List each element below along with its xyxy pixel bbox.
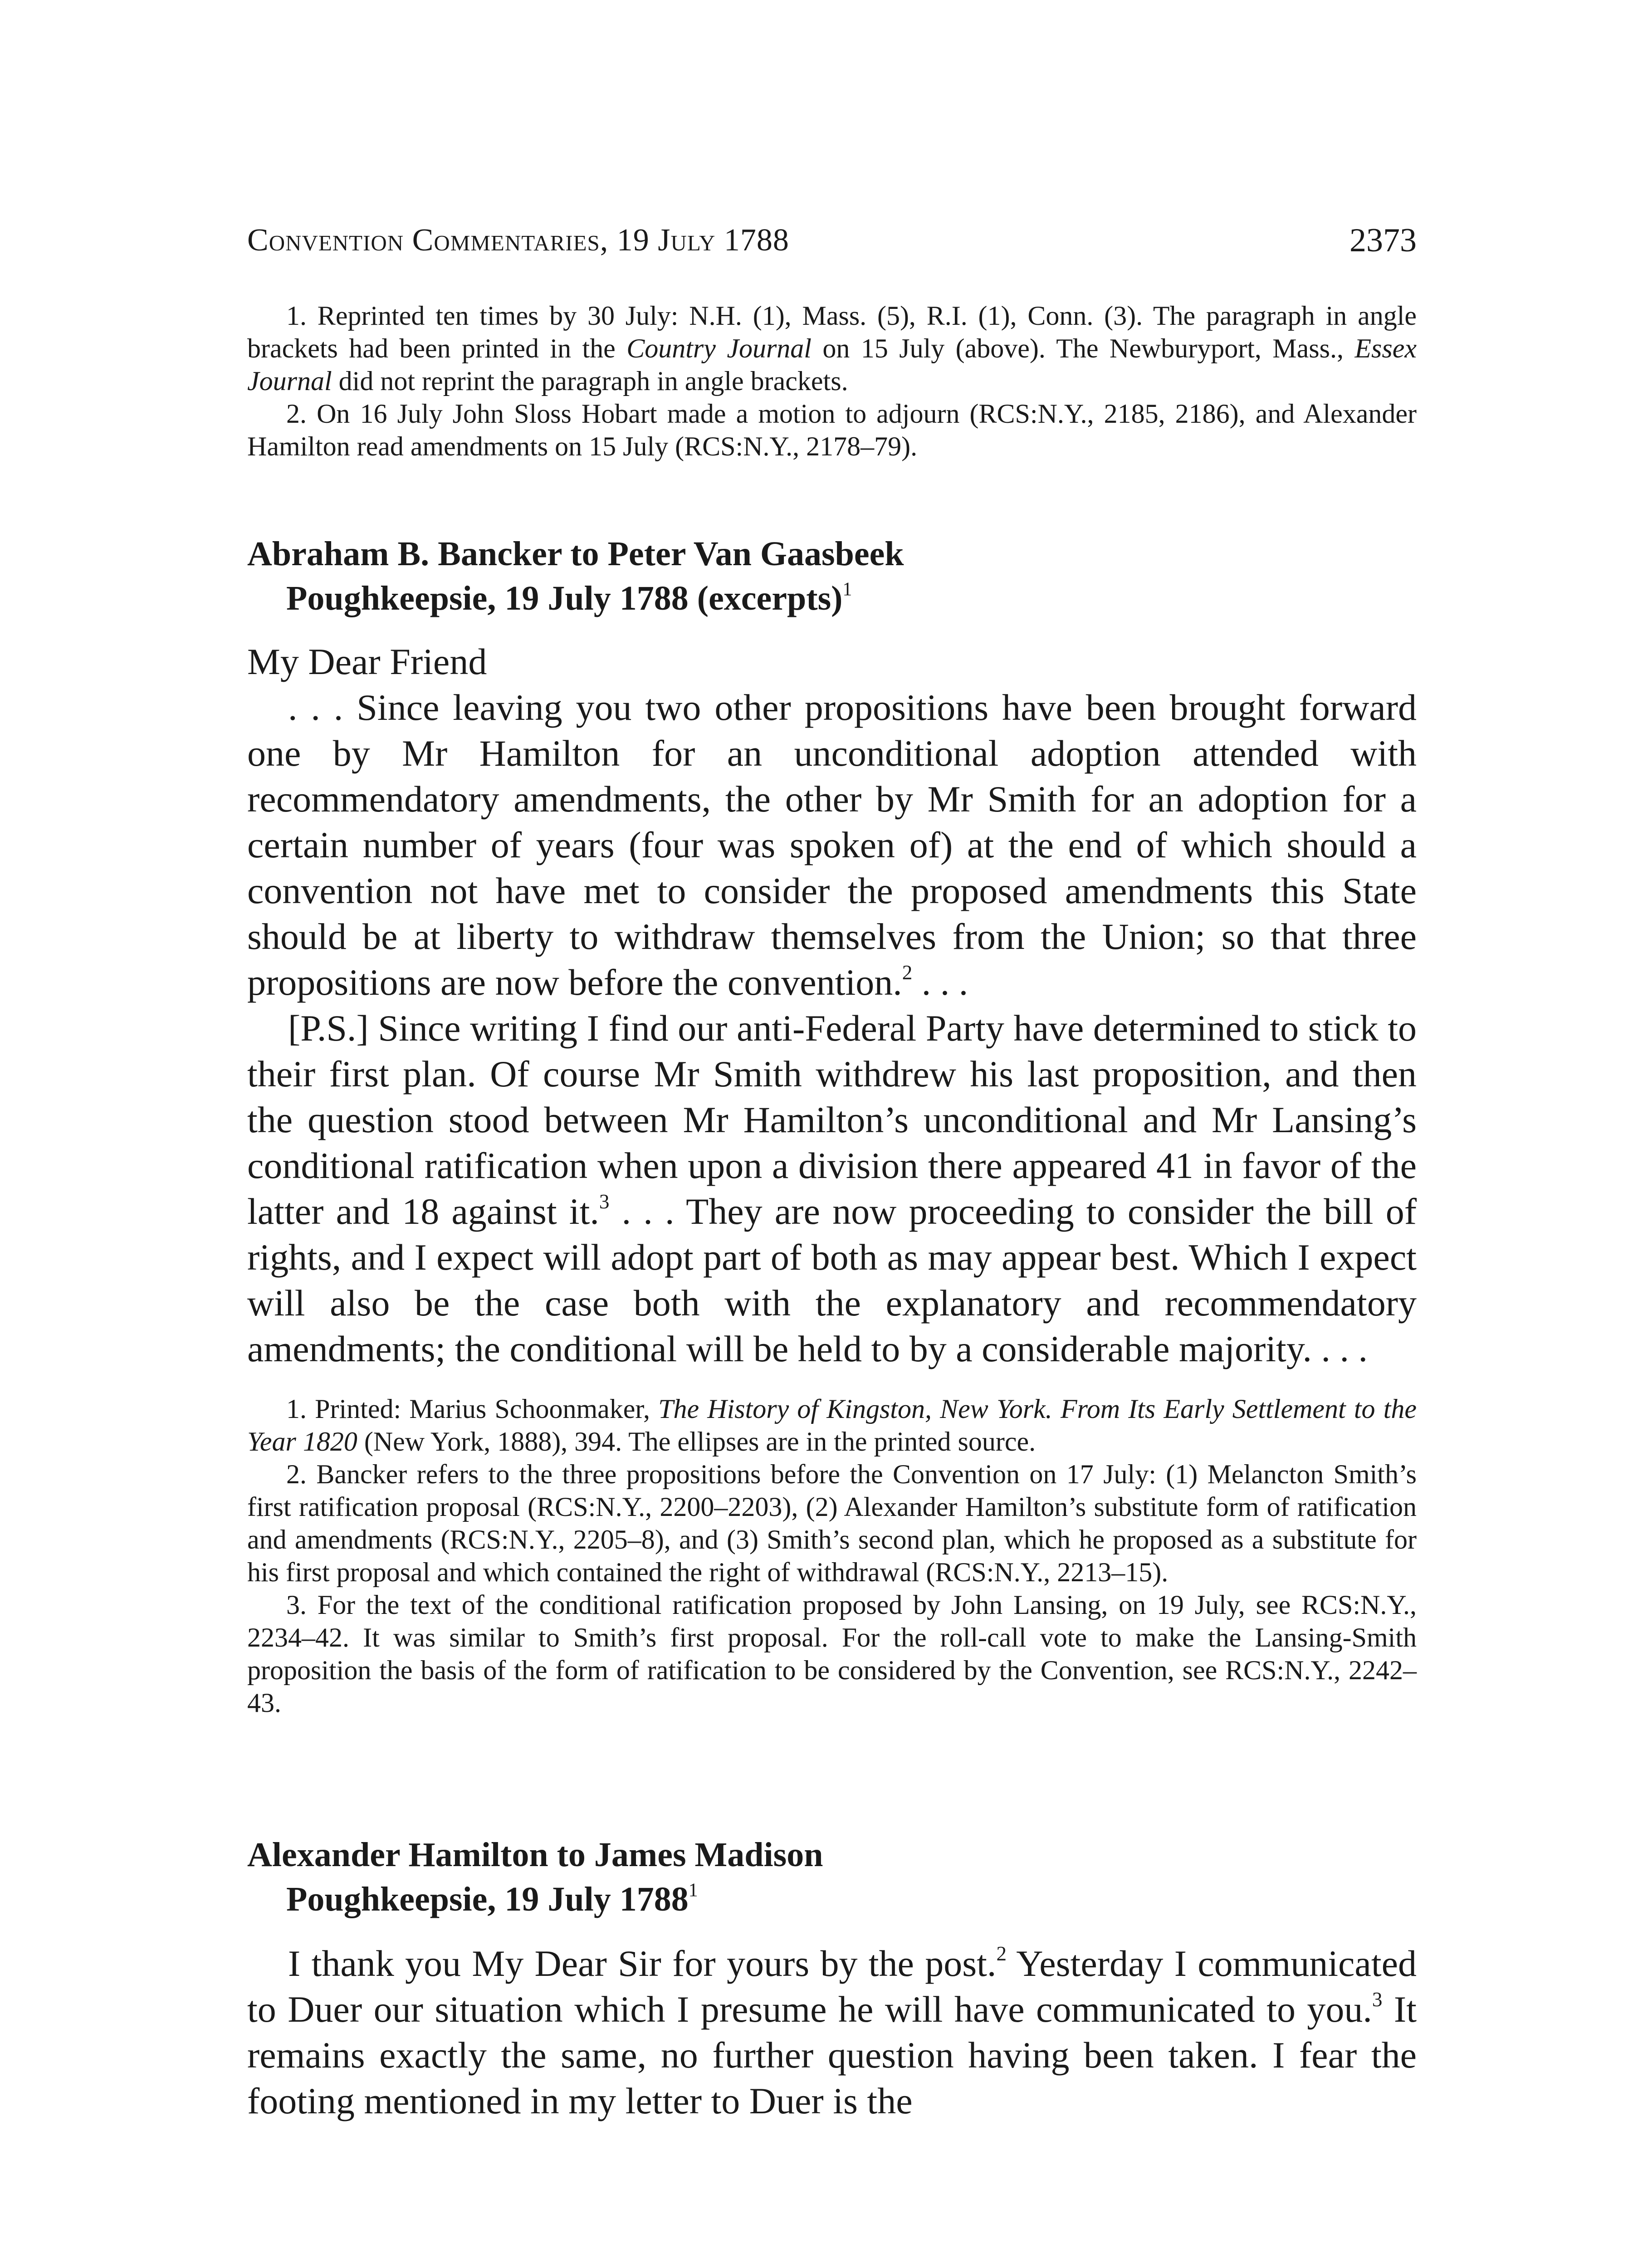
- letter2-heading-line1: Alexander Hamilton to James Madison: [247, 1836, 823, 1874]
- footnote-text: (New York, 1888), 394. The ellipses are in the printed source.: [357, 1427, 1036, 1457]
- footnote-number: 1.: [286, 1394, 307, 1424]
- footnote-text: did not reprint the paragraph in angle brackets.: [332, 366, 848, 396]
- footnote-italic: Essex Journal: [247, 333, 1417, 396]
- footnote-2: [247, 397, 1417, 463]
- footnote-text: Reprinted ten times by 30 July: N.H. (1), Mass. (5), R.I. (1), Conn. (3). The paragraph in angle brackets had been printed in the: [247, 301, 1417, 363]
- paragraph-text: It remains exactly the same, no further question having been taken. I fear the footing mentioned in my letter to Duer is the: [247, 1989, 1417, 2121]
- letter2-heading-line2-wrap: [247, 1877, 1417, 1921]
- letter1-heading-line1: Abraham B. Bancker to Peter Van Gaasbeek: [247, 535, 904, 573]
- letter2-heading: [247, 1833, 1417, 1921]
- note-ref: 2: [996, 1942, 1007, 1965]
- footnote-text: Bancker refers to the three propositions before the Convention on 17 July: (1) Melancton Smith’s first ratification proposal (RCS:N.Y., 2200–2203), (2) Alexander Hamilton’s substitute form of ratification and amendments (RCS:N.Y., 2205–8), and (3) Smith’s second plan, which he proposed as a substitute for his first proposal and which contained the right of withdrawal (RCS:N.Y., 2213–15).: [247, 1459, 1417, 1587]
- footnote-text: On 16 July John Sloss Hobart made a motion to adjourn (RCS:N.Y., 2185, 2186), and Alexander Hamilton read amendments on 15 July (RCS:N.Y., 2178–79).: [247, 399, 1417, 461]
- letter1-heading: [247, 532, 1417, 621]
- paragraph-text: [P.S.] Since writing I find our anti-Federal Party have determined to stick to their first plan. Of course Mr Smith withdrew his last proposition, and then the question stood between Mr Hamilton’s unconditional and Mr Lansing’s conditional ratification when upon a division there appeared 41 in favor of the latter and 18 against it.: [247, 1007, 1417, 1232]
- letter1-body: [247, 639, 1417, 1372]
- footnote-text: For the text of the conditional ratification proposed by John Lansing, on 19 July, see RCS:N.Y., 2234–42. It was similar to Smith’s first proposal. For the roll-call vote to make the Lansing-Smith proposition the basis of the form of ratification to be considered by the Convention, see RCS:N.Y., 2242–43.: [247, 1590, 1417, 1718]
- note-ref: 1: [688, 1880, 698, 1901]
- footnote-3: [247, 1589, 1417, 1719]
- note-ref: 2: [902, 961, 913, 984]
- footnote-number: 1.: [286, 301, 307, 331]
- paragraph-text: . . . Since leaving you two other propositions have been brought forward one by Mr Hamilton for an unconditional adoption attended with recommendatory amendments, the other by Mr Smith for an adoption for a certain number of years (four was spoken of) at the end of which should a convention not have met to consider the proposed amendments this State should be at liberty to withdraw themselves from the Union; so that three propositions are now before the convention.: [247, 687, 1417, 1003]
- footnote-1: [247, 1393, 1417, 1458]
- footnote-number: 2.: [286, 399, 307, 429]
- salutation: My Dear Friend: [247, 641, 487, 682]
- footnote-text: on 15 July (above). The Newburyport, Mass.,: [811, 333, 1355, 363]
- paragraph-text: . . . They are now proceeding to consider the bill of rights, and I expect will adopt part of both as may appear best. Which I expect will also be the case both with the explanatory and recommendatory amendments; the conditional will be held to by a considerable majority. . . .: [247, 1191, 1417, 1369]
- paragraph-text: . . .: [912, 962, 968, 1003]
- footnote-2: [247, 1458, 1417, 1589]
- note-ref: 1: [842, 579, 852, 600]
- footnote-italic: The History of Kingston, New York. From Its Early Settlement to the Year 1820: [247, 1394, 1417, 1457]
- paragraph-text: Yesterday I communicated to Duer our situation which I presume he will have communicated to you.: [247, 1943, 1417, 2030]
- letter2-paragraph-1: [247, 1941, 1417, 2124]
- paragraph-text: I thank you My Dear Sir for yours by the post.: [288, 1943, 997, 1984]
- footnote-italic: Country Journal: [626, 333, 812, 363]
- letter1-footnotes: [247, 1393, 1417, 1719]
- page-number: 2373: [1349, 222, 1417, 259]
- letter1-heading-line2-wrap: [247, 576, 1417, 621]
- letter1-paragraph-2: [247, 1005, 1417, 1372]
- letter1-heading-line2: Poughkeepsie, 19 July 1788 (excerpts): [286, 579, 843, 617]
- footnote-number: 2.: [286, 1459, 307, 1489]
- letter2-body: [247, 1941, 1417, 2124]
- running-head-title: Convention Commentaries, 19 July 1788: [247, 223, 789, 258]
- footnote-1: [247, 299, 1417, 397]
- top-footnotes: [247, 299, 1417, 463]
- note-ref: 3: [599, 1190, 610, 1213]
- footnote-text: Printed: Marius Schoonmaker,: [307, 1394, 659, 1424]
- footnote-number: 3.: [286, 1590, 307, 1620]
- letter2-heading-line2: Poughkeepsie, 19 July 1788: [286, 1880, 689, 1918]
- letter1-paragraph-1: [247, 684, 1417, 1005]
- note-ref: 3: [1372, 1988, 1383, 2011]
